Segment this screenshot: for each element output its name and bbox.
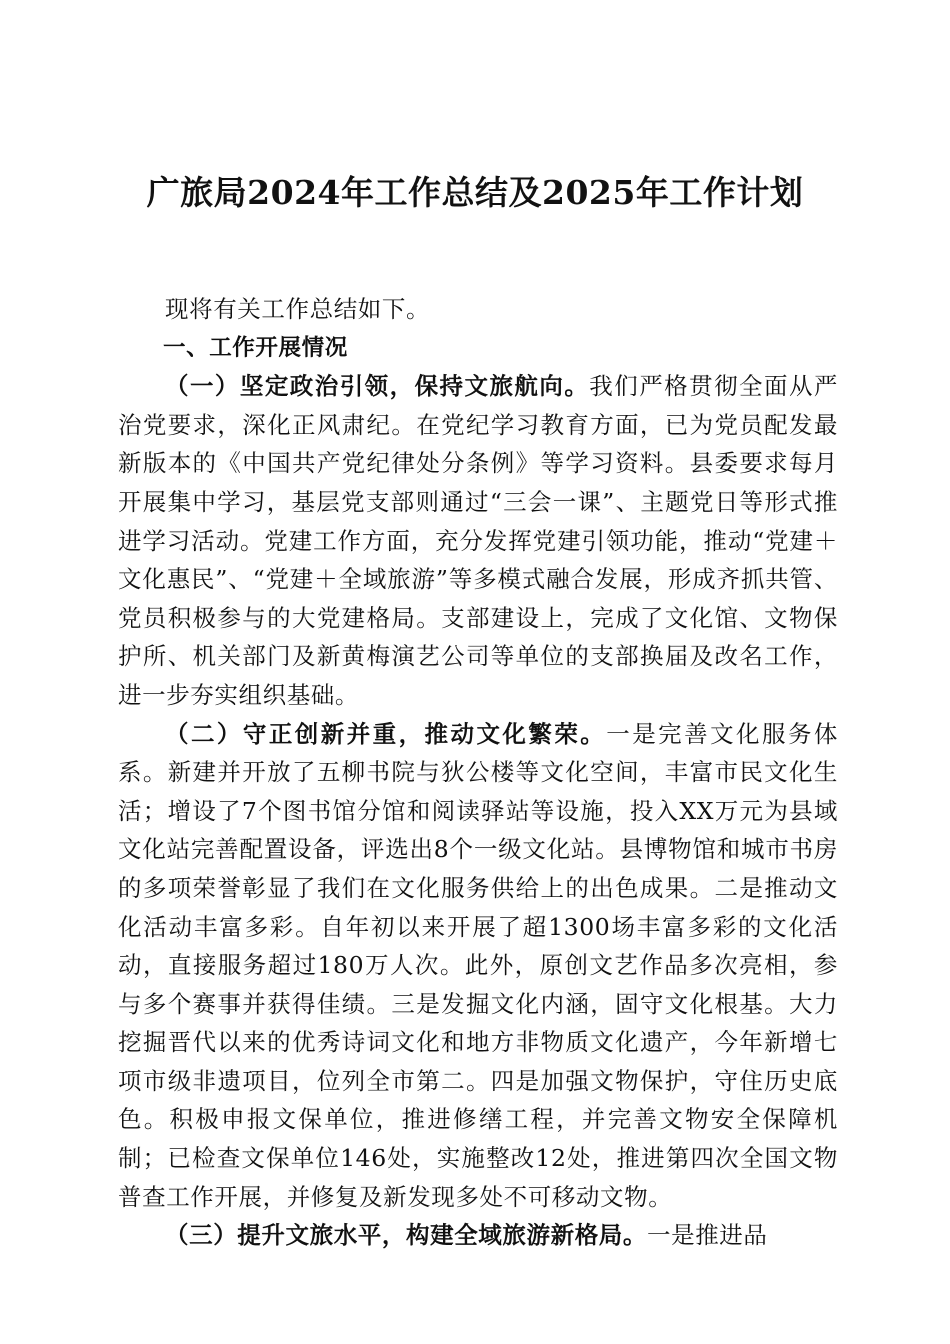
paragraph-1-lead: （一）坚定政治引领，保持文旅航向。 (165, 372, 590, 401)
document-body (118, 290, 838, 1255)
paragraph-1-text: 我们严格贯彻全面从严治党要求，深化正风肃纪。在党纪学习教育方面，已为党员配发最新版本的《中国共产党纪律处分条例》等学习资料。县委要求每月开展集中学习，基层党支部则通过“三会一课”、主题党日等形式推进学习活动。党建工作方面，充分发挥党建引领功能，推动“党建＋文化惠民”、“党建＋全域旅游”等多模式融合发展，形成齐抓共管、党员积极参与的大党建格局。支部建设上，完成了文化馆、文物保护所、机关部门及新黄梅演艺公司等单位的支部换届及改名工作，进一步夯实组织基础。 (118, 372, 838, 709)
paragraph-3-lead: （三）提升文旅水平，构建全域旅游新格局。 (165, 1221, 647, 1250)
paragraph-3 (118, 1216, 838, 1255)
paragraph-2-text: 一是完善文化服务体系。新建并开放了五柳书院与狄公楼等文化空间，丰富市民文化生活；增设了7个图书馆分馆和阅读驿站等设施，投入XX万元为县域文化站完善配置设备，评选出8个一级文化站。县博物馆和城市书房的多项荣誉彰显了我们在文化服务供给上的出色成果。二是推动文化活动丰富多彩。自年初以来开展了超1300场丰富多彩的文化活动，直接服务超过180万人次。此外，原创文艺作品多次亮相，参与多个赛事并获得佳绩。三是发掘文化内涵，固守文化根基。大力挖掘晋代以来的优秀诗词文化和地方非物质文化遗产，今年新增七项市级非遗项目，位列全市第二。四是加强文物保护，守住历史底色。积极申报文保单位，推进修缮工程，并完善文物安全保障机制；已检查文保单位146处，实施整改12处，推进第四次全国文物普查工作开展，并修复及新发现多处不可移动文物。 (118, 719, 838, 1211)
paragraph-2 (118, 715, 838, 1217)
document-title: 广旅局2024年工作总结及2025年工作计划 (146, 173, 804, 212)
paragraph-3-text: 一是推进品 (647, 1221, 768, 1250)
intro-paragraph: 现将有关工作总结如下。 (165, 295, 431, 323)
paragraph-2-lead: （二）守正创新并重，推动文化繁荣。 (165, 719, 607, 748)
section-heading: 一、工作开展情况 (163, 334, 348, 361)
paragraph-1 (118, 367, 838, 714)
